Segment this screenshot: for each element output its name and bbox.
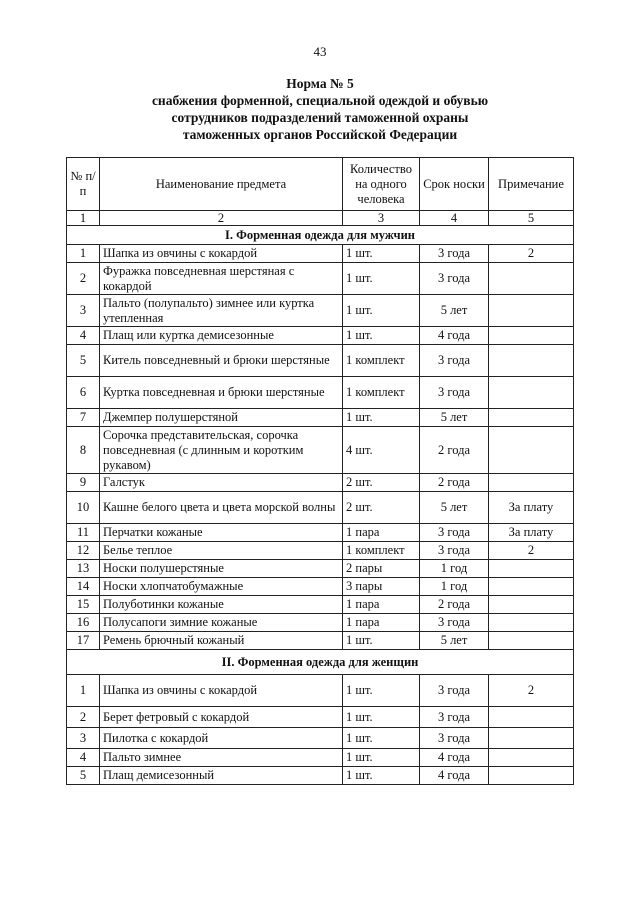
column-index: 5	[489, 211, 574, 226]
table-row	[67, 596, 574, 614]
cell-name: Галстук	[100, 474, 343, 492]
table-row	[67, 474, 574, 492]
cell-num: 3	[67, 295, 100, 327]
cell-term: 3 года	[420, 524, 489, 542]
header-num: № п/п	[67, 158, 100, 211]
cell-note	[489, 474, 574, 492]
table-row	[67, 427, 574, 474]
cell-num: 9	[67, 474, 100, 492]
cell-num: 3	[67, 728, 100, 749]
cell-term: 1 год	[420, 560, 489, 578]
cell-name: Пальто (полупальто) зимнее или куртка утепленная	[100, 295, 343, 327]
cell-note	[489, 749, 574, 767]
cell-num: 8	[67, 427, 100, 474]
cell-num: 1	[67, 245, 100, 263]
cell-qty: 1 шт.	[343, 295, 420, 327]
cell-qty: 1 шт.	[343, 632, 420, 650]
cell-num: 16	[67, 614, 100, 632]
cell-num: 2	[67, 263, 100, 295]
cell-name: Пилотка с кокардой	[100, 728, 343, 749]
cell-term: 4 года	[420, 749, 489, 767]
cell-name: Носки хлопчатобумажные	[100, 578, 343, 596]
cell-num: 14	[67, 578, 100, 596]
cell-note: 2	[489, 245, 574, 263]
cell-term: 2 года	[420, 427, 489, 474]
cell-qty: 1 шт.	[343, 245, 420, 263]
cell-num: 17	[67, 632, 100, 650]
cell-qty: 1 шт.	[343, 707, 420, 728]
cell-name: Сорочка представительская, сорочка повседневная (с длинным и коротким рукавом)	[100, 427, 343, 474]
table-row	[67, 614, 574, 632]
cell-qty: 1 комплект	[343, 542, 420, 560]
table-row	[67, 632, 574, 650]
cell-num: 6	[67, 377, 100, 409]
cell-num: 2	[67, 707, 100, 728]
cell-name: Полусапоги зимние кожаные	[100, 614, 343, 632]
cell-name: Ремень брючный кожаный	[100, 632, 343, 650]
cell-num: 5	[67, 345, 100, 377]
cell-num: 10	[67, 492, 100, 524]
cell-term: 3 года	[420, 345, 489, 377]
cell-note	[489, 578, 574, 596]
cell-name: Шапка из овчины с кокардой	[100, 675, 343, 707]
header-note: Примечание	[489, 158, 574, 211]
cell-term: 5 лет	[420, 295, 489, 327]
column-index: 1	[67, 211, 100, 226]
norm-table	[66, 157, 574, 785]
cell-name: Кашне белого цвета и цвета морской волны	[100, 492, 343, 524]
table-row	[67, 263, 574, 295]
column-index-row	[67, 211, 574, 226]
cell-term: 4 года	[420, 767, 489, 785]
cell-note	[489, 327, 574, 345]
title-line-1: Норма № 5	[286, 76, 354, 91]
cell-qty: 1 шт.	[343, 675, 420, 707]
cell-name: Куртка повседневная и брюки шерстяные	[100, 377, 343, 409]
column-index: 3	[343, 211, 420, 226]
cell-name: Перчатки кожаные	[100, 524, 343, 542]
cell-num: 13	[67, 560, 100, 578]
cell-qty: 2 шт.	[343, 474, 420, 492]
table-row	[67, 728, 574, 749]
cell-note	[489, 767, 574, 785]
cell-note	[489, 263, 574, 295]
title-line-4: таможенных органов Российской Федерации	[182, 127, 458, 142]
cell-num: 5	[67, 767, 100, 785]
cell-qty: 1 шт.	[343, 767, 420, 785]
cell-note: 2	[489, 675, 574, 707]
title-line-2: снабжения форменной, специальной одеждой и обувью	[151, 93, 489, 108]
page-number: 43	[313, 44, 327, 59]
table-row	[67, 542, 574, 560]
table-row	[67, 560, 574, 578]
cell-qty: 1 пара	[343, 596, 420, 614]
table-row	[67, 675, 574, 707]
cell-term: 3 года	[420, 263, 489, 295]
cell-note	[489, 596, 574, 614]
cell-term: 5 лет	[420, 409, 489, 427]
cell-name: Фуражка повседневная шерстяная с кокардой	[100, 263, 343, 295]
cell-name: Полуботинки кожаные	[100, 596, 343, 614]
cell-qty: 1 шт.	[343, 263, 420, 295]
cell-qty: 1 пара	[343, 614, 420, 632]
table-row	[67, 245, 574, 263]
table-row	[67, 377, 574, 409]
cell-name: Китель повседневный и брюки шерстяные	[100, 345, 343, 377]
cell-qty: 1 шт.	[343, 728, 420, 749]
cell-qty: 3 пары	[343, 578, 420, 596]
cell-note	[489, 427, 574, 474]
cell-term: 3 года	[420, 728, 489, 749]
cell-qty: 1 комплект	[343, 345, 420, 377]
cell-num: 1	[67, 675, 100, 707]
section-header-row	[67, 650, 574, 675]
cell-term: 2 года	[420, 596, 489, 614]
column-index: 2	[100, 211, 343, 226]
cell-qty: 2 пары	[343, 560, 420, 578]
table-row	[67, 578, 574, 596]
table-row	[67, 767, 574, 785]
cell-note	[489, 560, 574, 578]
cell-qty: 1 пара	[343, 524, 420, 542]
table-row	[67, 345, 574, 377]
cell-term: 5 лет	[420, 492, 489, 524]
cell-term: 3 года	[420, 245, 489, 263]
cell-qty: 1 комплект	[343, 377, 420, 409]
table-header-row	[67, 158, 574, 211]
section-header-row	[67, 226, 574, 245]
table-row	[67, 327, 574, 345]
cell-note	[489, 409, 574, 427]
cell-term: 3 года	[420, 675, 489, 707]
cell-term: 3 года	[420, 614, 489, 632]
cell-note	[489, 377, 574, 409]
cell-name: Плащ или куртка демисезонные	[100, 327, 343, 345]
header-name: Наименование предмета	[100, 158, 343, 211]
table-row	[67, 707, 574, 728]
cell-term: 4 года	[420, 327, 489, 345]
cell-num: 15	[67, 596, 100, 614]
section-title: II. Форменная одежда для женщин	[67, 650, 574, 675]
cell-term: 5 лет	[420, 632, 489, 650]
cell-term: 1 год	[420, 578, 489, 596]
cell-note: За плату	[489, 492, 574, 524]
header-qty: Количество на одного человека	[343, 158, 420, 211]
header-term: Срок носки	[420, 158, 489, 211]
cell-note	[489, 707, 574, 728]
table-row	[67, 492, 574, 524]
cell-note: 2	[489, 542, 574, 560]
cell-name: Плащ демисезонный	[100, 767, 343, 785]
cell-num: 4	[67, 327, 100, 345]
cell-term: 3 года	[420, 377, 489, 409]
cell-name: Белье теплое	[100, 542, 343, 560]
cell-num: 11	[67, 524, 100, 542]
cell-note	[489, 632, 574, 650]
cell-name: Шапка из овчины с кокардой	[100, 245, 343, 263]
cell-term: 3 года	[420, 542, 489, 560]
cell-qty: 2 шт.	[343, 492, 420, 524]
cell-name: Берет фетровый с кокардой	[100, 707, 343, 728]
cell-note	[489, 295, 574, 327]
title-line-3: сотрудников подразделений таможенной охраны	[171, 110, 469, 125]
cell-num: 4	[67, 749, 100, 767]
cell-num: 7	[67, 409, 100, 427]
cell-qty: 1 шт.	[343, 327, 420, 345]
cell-qty: 1 шт.	[343, 409, 420, 427]
cell-note	[489, 728, 574, 749]
column-index: 4	[420, 211, 489, 226]
cell-term: 3 года	[420, 707, 489, 728]
table-row	[67, 524, 574, 542]
section-title: I. Форменная одежда для мужчин	[67, 226, 574, 245]
cell-name: Пальто зимнее	[100, 749, 343, 767]
table-row	[67, 409, 574, 427]
cell-name: Носки полушерстяные	[100, 560, 343, 578]
cell-note	[489, 614, 574, 632]
cell-note	[489, 345, 574, 377]
table-row	[67, 295, 574, 327]
table-row	[67, 749, 574, 767]
cell-note: За плату	[489, 524, 574, 542]
cell-name: Джемпер полушерстяной	[100, 409, 343, 427]
cell-qty: 1 шт.	[343, 749, 420, 767]
document-title	[0, 75, 640, 143]
cell-term: 2 года	[420, 474, 489, 492]
cell-qty: 4 шт.	[343, 427, 420, 474]
cell-num: 12	[67, 542, 100, 560]
